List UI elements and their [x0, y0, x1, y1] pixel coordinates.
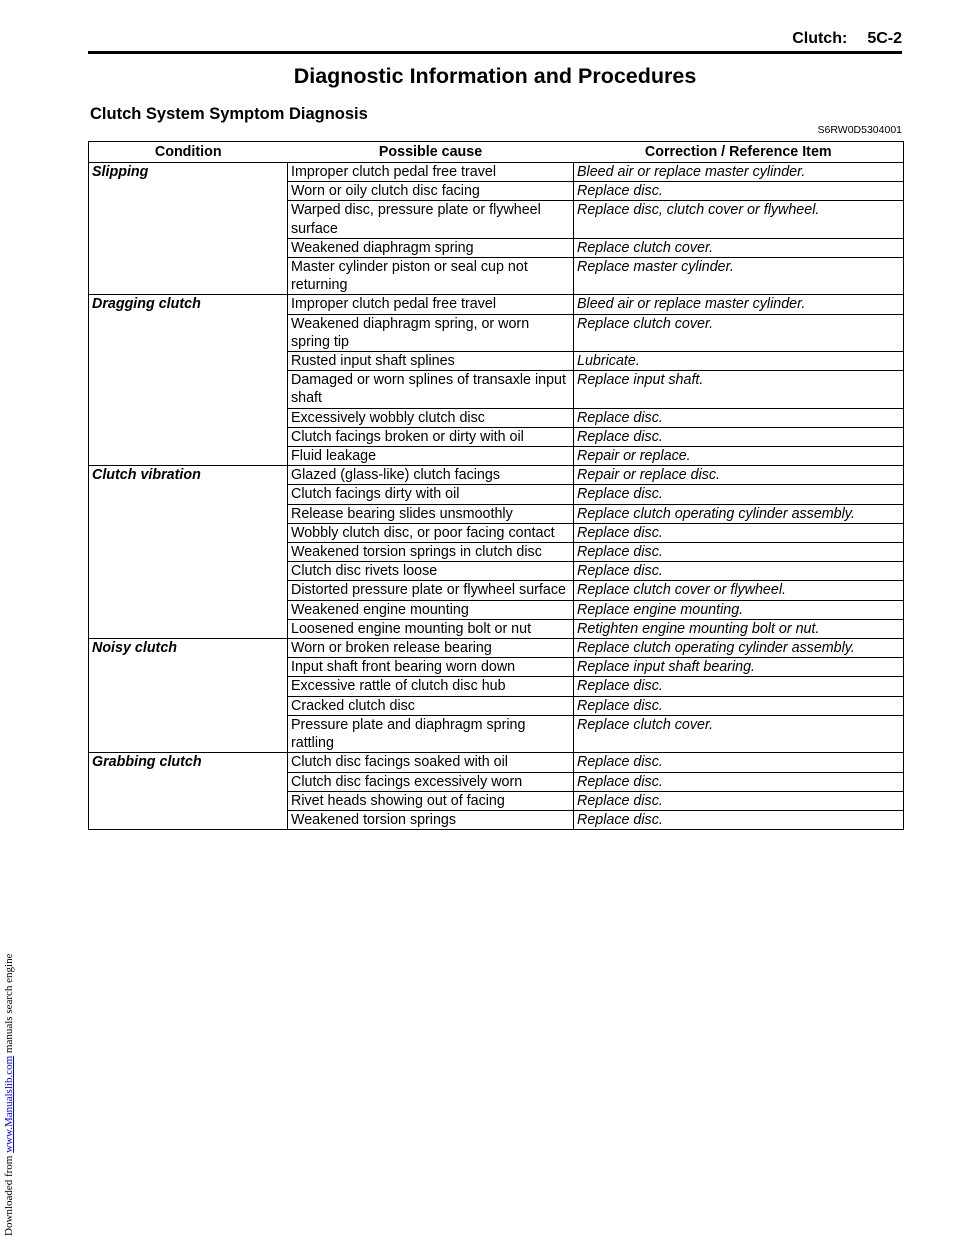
correction-cell: Replace clutch operating cylinder assembly.	[574, 504, 904, 523]
correction-cell: Lubricate.	[574, 352, 904, 371]
cause-cell: Worn or broken release bearing	[288, 639, 574, 658]
download-suffix: manuals search engine	[3, 953, 15, 1056]
condition-cell: Noisy clutch	[89, 639, 288, 753]
header-section: Clutch:	[792, 30, 848, 47]
correction-cell: Replace disc.	[574, 523, 904, 542]
download-prefix: Downloaded from	[3, 1152, 15, 1236]
correction-cell: Replace disc.	[574, 408, 904, 427]
correction-cell: Bleed air or replace master cylinder.	[574, 163, 904, 182]
condition-cell: Grabbing clutch	[92, 754, 202, 771]
correction-cell: Replace input shaft bearing.	[574, 658, 904, 677]
cause-cell: Clutch disc rivets loose	[288, 562, 574, 581]
cause-cell: Worn or oily clutch disc facing	[288, 182, 574, 201]
cause-cell: Clutch disc facings excessively worn	[288, 772, 574, 791]
cause-cell: Excessively wobbly clutch disc	[288, 408, 574, 427]
correction-cell: Replace disc, clutch cover or flywheel.	[574, 201, 904, 238]
correction-cell: Replace disc.	[574, 677, 904, 696]
correction-cell: Repair or replace.	[574, 447, 904, 466]
table-row	[89, 639, 904, 658]
cause-cell: Improper clutch pedal free travel	[288, 295, 574, 314]
correction-cell: Replace disc.	[574, 810, 904, 829]
cause-cell: Release bearing slides unsmoothly	[288, 504, 574, 523]
table-header-row	[89, 142, 904, 163]
page-title: Diagnostic Information and Procedures	[293, 64, 697, 88]
cause-cell: Weakened torsion springs in clutch disc	[288, 543, 574, 562]
table-row	[89, 295, 904, 314]
correction-cell: Replace clutch operating cylinder assembly.	[574, 639, 904, 658]
download-sidebar	[2, 0, 18, 1242]
cause-cell: Cracked clutch disc	[288, 696, 574, 715]
correction-cell: Replace disc.	[574, 696, 904, 715]
cause-cell: Rivet heads showing out of facing	[288, 791, 574, 810]
cause-cell: Clutch disc facings soaked with oil	[288, 753, 574, 772]
download-notice	[3, 954, 15, 1236]
correction-cell: Bleed air or replace master cylinder.	[574, 295, 904, 314]
cause-cell: Weakened diaphragm spring	[288, 238, 574, 257]
correction-cell: Replace disc.	[574, 543, 904, 562]
cause-cell: Clutch facings broken or dirty with oil	[288, 427, 574, 446]
cause-cell: Weakened diaphragm spring, or worn spring tip	[288, 314, 574, 351]
correction-cell: Replace disc.	[574, 182, 904, 201]
correction-cell: Replace engine mounting.	[574, 600, 904, 619]
column-header-correction: Correction / Reference Item	[574, 142, 904, 163]
correction-cell: Replace disc.	[574, 427, 904, 446]
cause-cell: Damaged or worn splines of transaxle input shaft	[288, 371, 574, 408]
cause-cell: Glazed (glass-like) clutch facings	[288, 466, 574, 485]
correction-cell: Replace clutch cover or flywheel.	[574, 581, 904, 600]
cause-cell: Wobbly clutch disc, or poor facing contact	[288, 523, 574, 542]
header-rule	[88, 51, 902, 54]
cause-cell: Weakened engine mounting	[288, 600, 574, 619]
correction-cell: Retighten engine mounting bolt or nut.	[574, 619, 904, 638]
section-code: S6RW0D5304001	[817, 124, 902, 136]
header-page-number: 5C-2	[867, 30, 902, 47]
cause-cell: Rusted input shaft splines	[288, 352, 574, 371]
cause-cell: Loosened engine mounting bolt or nut	[288, 619, 574, 638]
condition-cell: Dragging clutch	[89, 295, 288, 466]
correction-cell: Replace master cylinder.	[574, 258, 904, 295]
cause-cell: Improper clutch pedal free travel	[288, 163, 574, 182]
page-header	[88, 30, 902, 52]
cause-cell: Clutch facings dirty with oil	[288, 485, 574, 504]
correction-cell: Replace disc.	[574, 753, 904, 772]
table-body	[89, 163, 904, 830]
column-header-cause: Possible cause	[288, 142, 574, 163]
correction-cell: Replace clutch cover.	[574, 238, 904, 257]
manualslib-link[interactable]: www.Manualslib.com	[3, 1055, 15, 1153]
correction-cell: Repair or replace disc.	[574, 466, 904, 485]
correction-cell: Replace input shaft.	[574, 371, 904, 408]
condition-cell: Clutch vibration	[89, 466, 288, 639]
correction-cell: Replace clutch cover.	[574, 314, 904, 351]
cause-cell: Input shaft front bearing worn down	[288, 658, 574, 677]
section-title: Clutch System Symptom Diagnosis	[90, 105, 368, 123]
cause-cell: Excessive rattle of clutch disc hub	[288, 677, 574, 696]
cause-cell: Warped disc, pressure plate or flywheel surface	[288, 201, 574, 238]
cause-cell: Pressure plate and diaphragm spring rattling	[288, 715, 574, 752]
column-header-condition: Condition	[89, 142, 288, 163]
correction-cell: Replace clutch cover.	[574, 715, 904, 752]
correction-cell: Replace disc.	[574, 791, 904, 810]
cause-cell: Master cylinder piston or seal cup not returning	[288, 258, 574, 295]
table-row	[89, 753, 904, 772]
correction-cell: Replace disc.	[574, 772, 904, 791]
table-row	[89, 163, 904, 182]
cause-cell: Distorted pressure plate or flywheel surface	[288, 581, 574, 600]
correction-cell: Replace disc.	[574, 485, 904, 504]
correction-cell: Replace disc.	[574, 562, 904, 581]
table-row	[89, 466, 904, 485]
cause-cell: Weakened torsion springs	[288, 810, 574, 829]
cause-cell: Fluid leakage	[288, 447, 574, 466]
condition-cell: Slipping	[89, 163, 288, 295]
symptom-diagnosis-table	[88, 141, 904, 830]
